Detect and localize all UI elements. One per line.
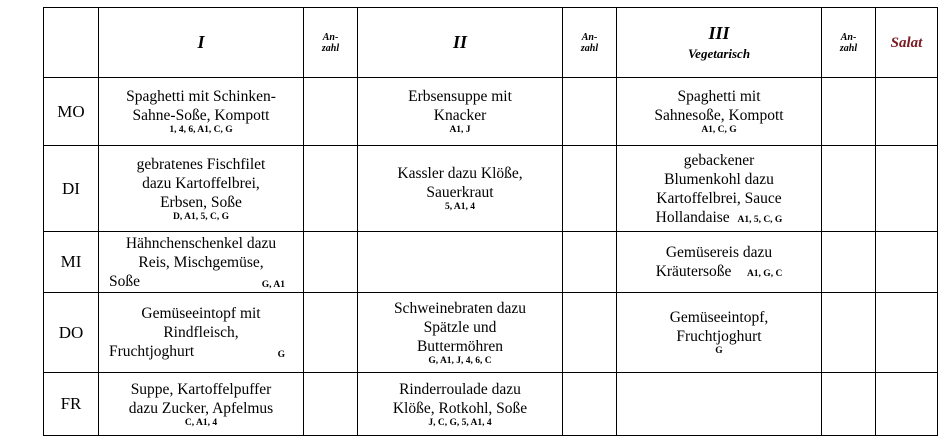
count-input-cell[interactable] bbox=[563, 78, 617, 146]
allergen-codes: C, A1, 4 bbox=[184, 417, 218, 428]
salat-cell[interactable] bbox=[876, 146, 938, 232]
menu-3-title: III bbox=[708, 23, 730, 43]
count-input-cell[interactable] bbox=[822, 232, 876, 293]
header-day-cell bbox=[44, 8, 99, 78]
allergen-codes: D, A1, 5, C, G bbox=[173, 211, 229, 222]
count-1-label-a: An- bbox=[322, 31, 339, 43]
count-3-label-a: An- bbox=[840, 31, 857, 43]
dish-cell bbox=[99, 293, 304, 373]
dish-line: Suppe, Kartoffelpuffer bbox=[130, 380, 272, 398]
dish-line: Erbsensuppe mit bbox=[408, 88, 512, 105]
dish-cell bbox=[617, 78, 822, 146]
count-3-label-b: zahl bbox=[839, 42, 858, 54]
dish-cell bbox=[358, 293, 563, 373]
dish-line: Sahnesoße, Kompott bbox=[654, 107, 784, 124]
allergen-codes: J, C, G, 5, A1, 4 bbox=[428, 417, 492, 428]
dish-line: Reis, Mischgemüse, bbox=[138, 253, 264, 271]
menu-2-title: II bbox=[452, 32, 467, 52]
dish-line: Fruchtjoghurt bbox=[109, 343, 195, 360]
dish-cell bbox=[358, 373, 563, 436]
count-input-cell[interactable] bbox=[304, 146, 358, 232]
header-count-2 bbox=[563, 8, 617, 78]
salat-cell[interactable] bbox=[876, 293, 938, 373]
count-input-cell[interactable] bbox=[563, 232, 617, 293]
weekly-menu-table bbox=[43, 7, 938, 436]
dish-line: Buttermöhren bbox=[416, 337, 504, 355]
dish-line: Hähnchenschenkel dazu bbox=[125, 234, 277, 252]
dish-line: Fruchtjoghurt bbox=[676, 328, 762, 345]
count-input-cell[interactable] bbox=[304, 373, 358, 436]
dish-line: Spaghetti mit Schinken- bbox=[126, 88, 276, 105]
dish-cell bbox=[358, 78, 563, 146]
count-input-cell[interactable] bbox=[822, 373, 876, 436]
dish-line: Rindfleisch, bbox=[163, 324, 239, 341]
allergen-codes: A1, 5, C, G bbox=[737, 214, 783, 225]
day-label: MI bbox=[44, 232, 99, 293]
count-input-cell[interactable] bbox=[304, 232, 358, 293]
dish-line: Kräutersoße bbox=[655, 263, 732, 280]
dish-cell-empty bbox=[358, 232, 563, 293]
dish-line: Sahne-Soße, Kompott bbox=[132, 107, 270, 124]
dish-line: Knacker bbox=[433, 107, 487, 124]
table-row bbox=[44, 146, 938, 232]
dish-line: Hollandaise bbox=[655, 208, 730, 226]
dish-line: gebackener bbox=[683, 151, 755, 169]
dish-line: Rinderroulade dazu bbox=[399, 380, 521, 398]
count-input-cell[interactable] bbox=[304, 293, 358, 373]
dish-cell bbox=[358, 146, 563, 232]
salat-cell[interactable] bbox=[876, 232, 938, 293]
table-row bbox=[44, 78, 938, 146]
table-row bbox=[44, 232, 938, 293]
menu-1-title: I bbox=[197, 32, 205, 52]
count-2-label-a: An- bbox=[581, 31, 598, 43]
header-menu-2 bbox=[358, 8, 563, 78]
day-label: FR bbox=[44, 373, 99, 436]
salat-title: Salat bbox=[890, 34, 923, 51]
header-menu-3 bbox=[617, 8, 822, 78]
header-menu-1 bbox=[99, 8, 304, 78]
dish-line: Blumenkohl dazu bbox=[664, 170, 774, 188]
dish-line: Gemüsereis dazu bbox=[665, 244, 773, 261]
allergen-codes: G, A1, J, 4, 6, C bbox=[428, 355, 492, 366]
allergen-codes: G, A1 bbox=[261, 279, 285, 290]
count-input-cell[interactable] bbox=[563, 146, 617, 232]
dish-line: Klöße, Rotkohl, Soße bbox=[392, 399, 528, 417]
day-label: DO bbox=[44, 293, 99, 373]
count-input-cell[interactable] bbox=[822, 78, 876, 146]
dish-line: dazu Kartoffelbrei, bbox=[142, 174, 260, 192]
dish-line: Gemüseeintopf, bbox=[669, 309, 769, 326]
allergen-codes: A1, J bbox=[449, 125, 471, 135]
allergen-codes: 1, 4, 6, A1, C, G bbox=[169, 125, 233, 135]
dish-cell bbox=[617, 293, 822, 373]
allergen-codes: A1, C, G bbox=[701, 125, 737, 135]
header-count-1 bbox=[304, 8, 358, 78]
dish-cell bbox=[99, 373, 304, 436]
dish-cell bbox=[99, 78, 304, 146]
dish-line: Soße bbox=[109, 272, 140, 290]
header-count-3 bbox=[822, 8, 876, 78]
count-input-cell[interactable] bbox=[563, 293, 617, 373]
dish-line: gebratenes Fischfilet bbox=[136, 155, 266, 173]
dish-line: Sauerkraut bbox=[426, 184, 494, 201]
table-row bbox=[44, 373, 938, 436]
count-input-cell[interactable] bbox=[822, 293, 876, 373]
day-label: DI bbox=[44, 146, 99, 232]
header-salat bbox=[876, 8, 938, 78]
count-2-label-b: zahl bbox=[580, 42, 599, 54]
count-1-label-b: zahl bbox=[321, 42, 340, 54]
allergen-codes: 5, A1, 4 bbox=[444, 202, 476, 212]
dish-line: Spätzle und bbox=[423, 318, 497, 336]
dish-cell bbox=[617, 232, 822, 293]
day-label: MO bbox=[44, 78, 99, 146]
count-input-cell[interactable] bbox=[563, 373, 617, 436]
table-row bbox=[44, 293, 938, 373]
allergen-codes: G bbox=[277, 350, 285, 360]
dish-line: Erbsen, Soße bbox=[160, 193, 242, 211]
allergen-codes: G bbox=[715, 346, 723, 356]
dish-line: Kassler dazu Klöße, bbox=[397, 165, 523, 182]
dish-cell bbox=[617, 146, 822, 232]
salat-cell[interactable] bbox=[876, 373, 938, 436]
dish-line: dazu Zucker, Apfelmus bbox=[128, 399, 274, 417]
dish-line: Kartoffelbrei, Sauce bbox=[656, 189, 782, 207]
count-input-cell[interactable] bbox=[822, 146, 876, 232]
dish-cell-empty bbox=[617, 373, 822, 436]
dish-cell bbox=[99, 232, 304, 293]
dish-line: Schweinebraten dazu bbox=[393, 299, 527, 317]
dish-cell bbox=[99, 146, 304, 232]
allergen-codes: A1, G, C bbox=[746, 269, 783, 279]
menu-3-subtitle: Vegetarisch bbox=[687, 46, 751, 61]
salat-cell[interactable] bbox=[876, 78, 938, 146]
dish-line: Spaghetti mit bbox=[677, 88, 761, 105]
dish-line: Gemüseeintopf mit bbox=[141, 305, 261, 322]
count-input-cell[interactable] bbox=[304, 78, 358, 146]
header-row bbox=[44, 8, 938, 78]
